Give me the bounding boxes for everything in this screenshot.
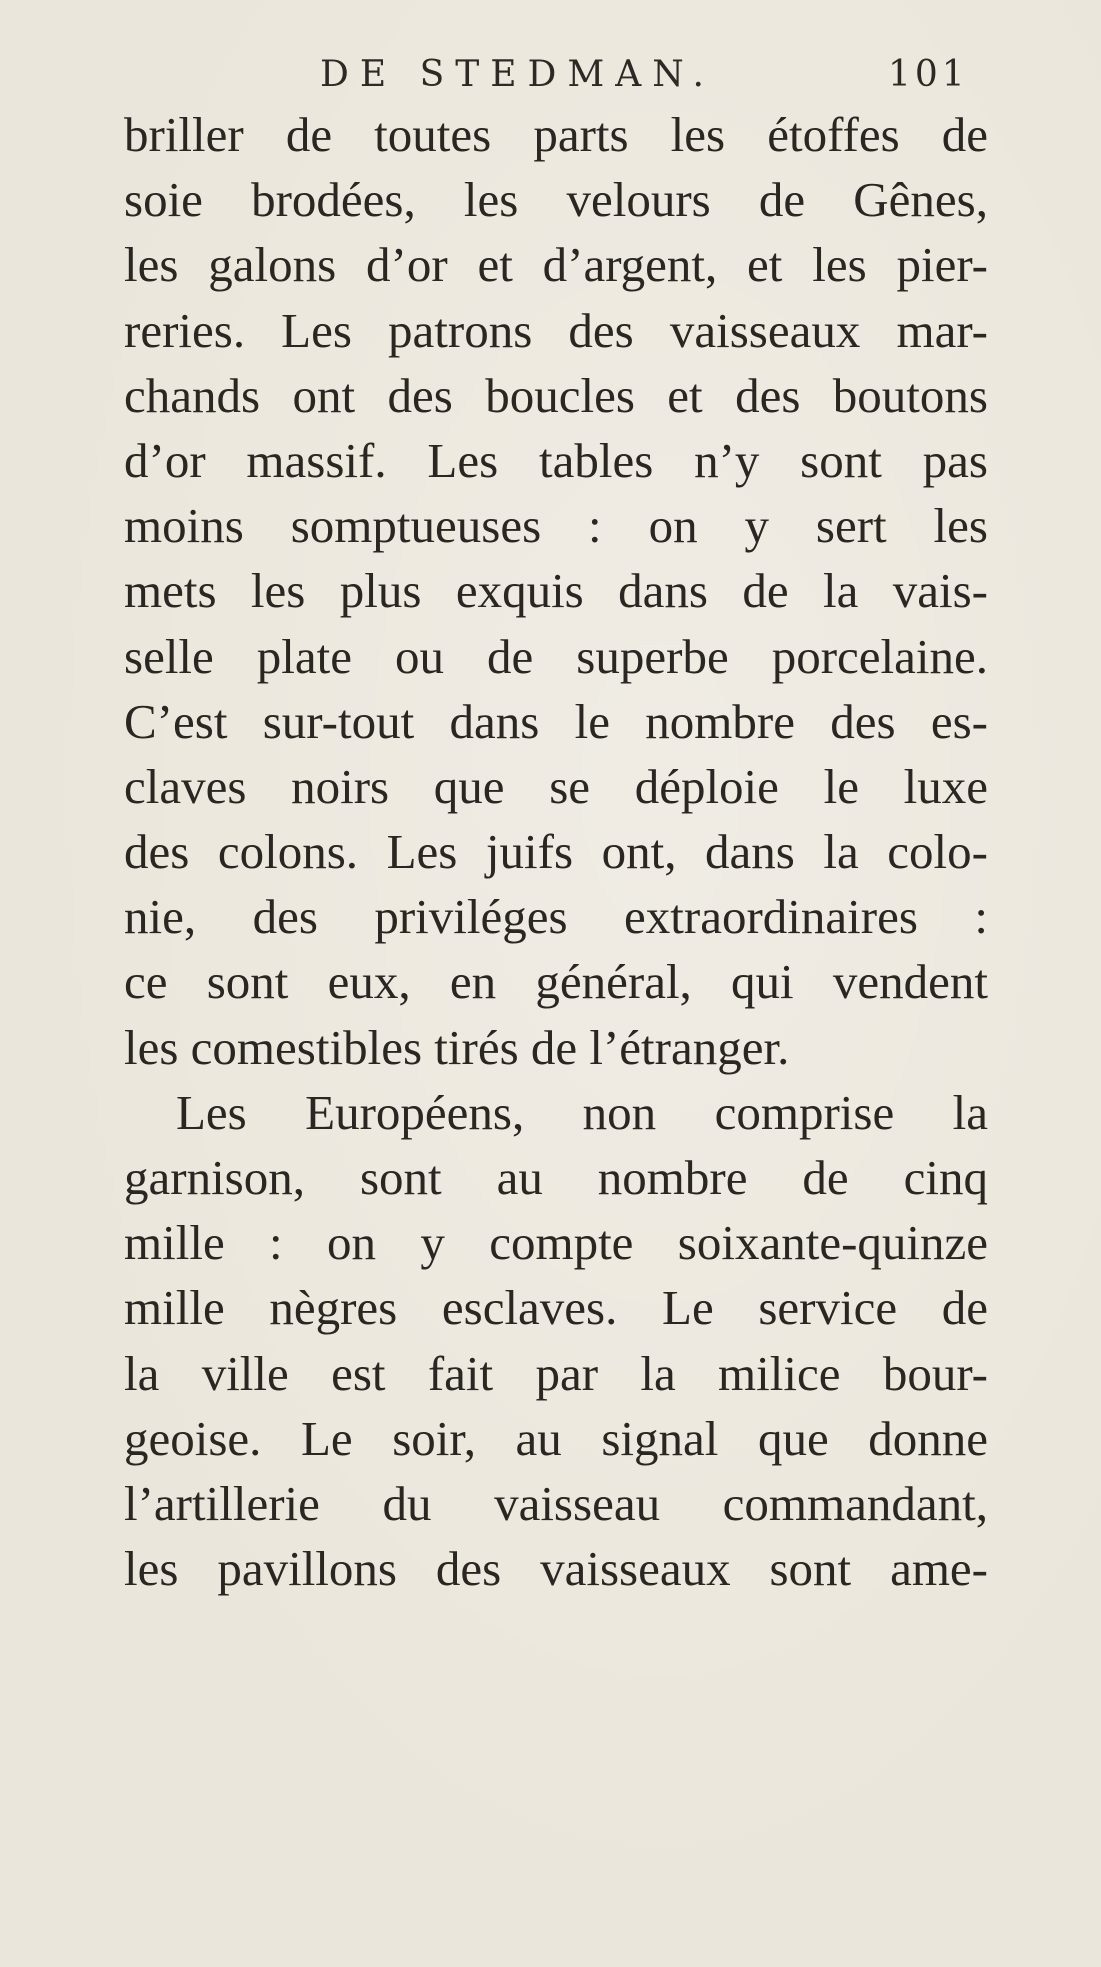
text-line: soie brodées, les velours de Gênes, — [124, 172, 988, 228]
text-line: claves noirs que se déploie le luxe — [124, 758, 988, 814]
text-line: garnison, sont au nombre de cinq — [124, 1150, 988, 1205]
page-number: 101 — [888, 54, 969, 95]
text-line: geoise. Le soir, au signal que donne — [124, 1410, 988, 1466]
text-line: les comestibles tirés de l’étranger. — [124, 1019, 790, 1075]
text-line: les galons d’or et d’argent, et les pier- — [124, 237, 988, 293]
text-line: nie, des priviléges extraordinaires : — [124, 889, 988, 945]
text-line: reries. Les patrons des vaisseaux mar- — [124, 302, 988, 358]
text-line: des colons. Les juifs ont, dans la colo- — [124, 824, 988, 880]
text-line: selle plate ou de superbe porcelaine. — [124, 628, 988, 684]
text-line: moins somptueuses : on y sert les — [124, 498, 988, 554]
text-line: chands ont des boucles et des boutons — [124, 367, 988, 423]
text-line: l’artillerie du vaisseau commandant, — [124, 1475, 988, 1531]
running-title: DE STEDMAN. — [320, 54, 715, 95]
text-line: briller de toutes parts les étoffes de — [124, 107, 988, 162]
text-line: les pavillons des vaisseaux sont ame- — [124, 1541, 988, 1597]
text-line: C’est sur-tout dans le nombre des es- — [124, 693, 988, 749]
paragraph-first-line: Les Européens, non comprise la — [176, 1084, 988, 1140]
body-text — [124, 102, 988, 1601]
text-line: mille nègres esclaves. Le service de — [124, 1280, 988, 1336]
text-line: mille : on y compte soixante-quinze — [124, 1215, 988, 1271]
text-line: ce sont eux, en général, qui vendent — [124, 954, 988, 1010]
text-line: d’or massif. Les tables n’y sont pas — [124, 432, 988, 488]
text-line: la ville est fait par la milice bour- — [124, 1345, 988, 1401]
text-line: mets les plus exquis dans de la vais- — [124, 563, 988, 619]
